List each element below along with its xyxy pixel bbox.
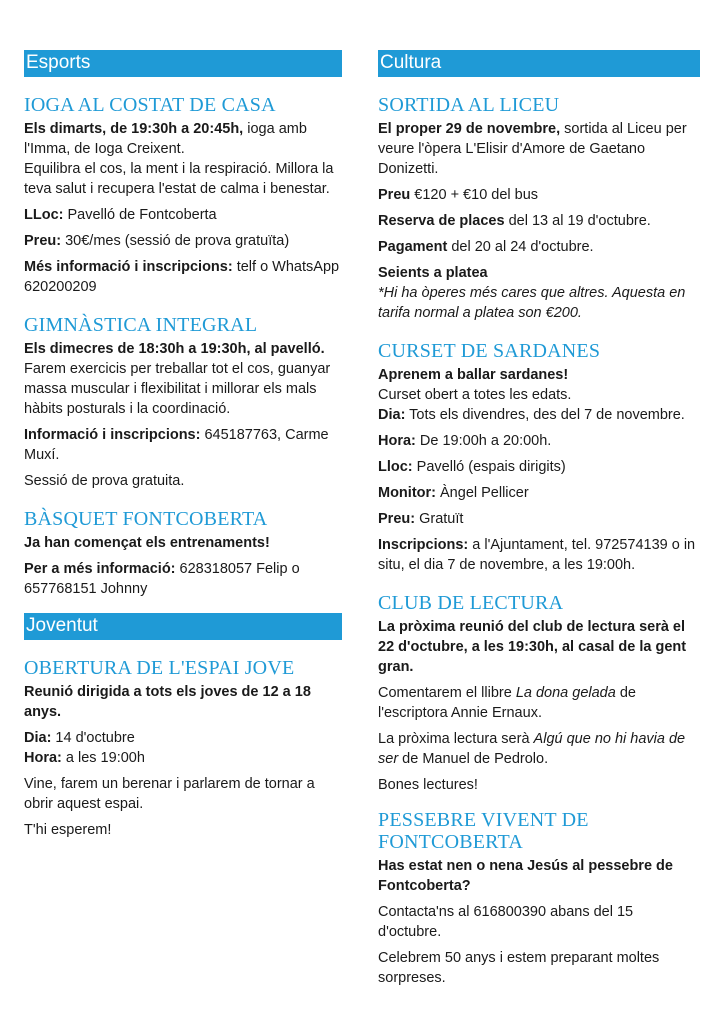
ioga-when-bold: Els dimarts, de 19:30h a 20:45h,	[24, 121, 244, 137]
liceu-seients: Seients a platea	[378, 265, 488, 281]
pessebre-contacta: Contacta'ns al 616800390 abans del 15 d'octubre.	[378, 904, 634, 940]
liceu-reserva-value: del 13 al 19 d'octubre.	[504, 213, 651, 229]
sardanes-dia	[378, 405, 700, 425]
ioga-info-value: telf o WhatsApp 620200209	[24, 259, 340, 295]
jove-hora	[24, 748, 342, 768]
sardanes-inscripcions-value: a l'Ajuntament, tel. 972574139 o in situ, el dia 7 de novembre, a les 19:00h.	[378, 537, 696, 573]
basquet-info-label: Per a més informació:	[24, 561, 176, 577]
sardanes-hora-label: Hora:	[378, 433, 416, 449]
liceu-when	[378, 119, 700, 179]
jove-dia-value: 14 d'octubre	[51, 730, 135, 746]
lectura-com-b: de l'escriptora Annie Ernaux.	[378, 685, 636, 721]
ioga-desc: Equilibra el cos, la ment i la respiració. Millora la teva salut i recupera l'estat de calma i benestar.	[24, 161, 334, 197]
heading-sardanes: CURSET DE SARDANES	[378, 340, 601, 362]
basquet-info	[24, 559, 342, 599]
gim-info-value: 645187763, Carme Muxí.	[24, 427, 329, 463]
section-bar-esports: Esports	[24, 50, 342, 77]
liceu-preu-label: Preu	[378, 187, 411, 203]
jove-hora-label: Hora:	[24, 750, 62, 766]
ioga-lloc-label: LLoc:	[24, 207, 64, 223]
sardanes-inscripcions	[378, 535, 700, 575]
liceu-reserva-label: Reserva de places	[378, 213, 505, 229]
jove-desc: Vine, farem un berenar i parlarem de tornar a obrir aquest espai.	[24, 776, 315, 812]
heading-gimnastica: GIMNÀSTICA INTEGRAL	[24, 314, 258, 336]
ioga-lloc	[24, 205, 342, 225]
lectura-prox-b: de Manuel de Pedrolo.	[398, 751, 549, 767]
liceu-when-text: sortida al Liceu per veure l'òpera L'Elisir d'Amore de Gaetano Donizetti.	[378, 121, 687, 177]
gim-sessio: Sessió de prova gratuita.	[24, 473, 185, 489]
sardanes-monitor-value: Àngel Pellicer	[435, 485, 529, 501]
sardanes-lloc-label: Lloc:	[378, 459, 413, 475]
ioga-when	[24, 119, 342, 159]
lectura-line1: La pròxima reunió del club de lectura serà el 22 d'octubre, a les 19:30h, al casal de la gent gran.	[378, 619, 687, 675]
heading-basquet: BÀSQUET FONTCOBERTA	[24, 508, 268, 530]
ioga-info	[24, 257, 342, 297]
sardanes-line1: Aprenem a ballar sardanes!	[378, 367, 569, 383]
lectura-com-a: Comentarem el llibre	[378, 685, 516, 701]
jove-hora-value: a les 19:00h	[61, 750, 145, 766]
ioga-when-text: ioga amb l'Imma, de Ioga Creixent.	[24, 121, 307, 157]
left-column	[24, 50, 342, 846]
sardanes-monitor	[378, 483, 700, 503]
pessebre-celebrem: Celebrem 50 anys i estem preparant moltes sorpreses.	[378, 950, 660, 986]
jove-bye: T'hi esperem!	[24, 822, 112, 838]
ioga-preu-label: Preu:	[24, 233, 62, 249]
section-bar-cultura: Cultura	[378, 50, 700, 77]
liceu-when-bold: El proper 29 de novembre,	[378, 121, 561, 137]
sardanes-inscripcions-label: Inscripcions:	[378, 537, 469, 553]
pessebre-line1: Has estat nen o nena Jesús al pessebre de Fontcoberta?	[378, 858, 673, 894]
liceu-nota: *Hi ha òperes més cares que altres. Aquesta en tarifa normal a platea son €200.	[378, 285, 686, 321]
liceu-reserva	[378, 211, 700, 231]
heading-ioga: IOGA AL COSTAT DE CASA	[24, 94, 276, 116]
gim-when: Els dimecres de 18:30h a 19:30h, al pavelló.	[24, 341, 325, 357]
heading-espai-jove: OBERTURA DE L'ESPAI JOVE	[24, 657, 295, 679]
liceu-preu-value: €120 + €10 del bus	[410, 187, 539, 203]
sardanes-dia-label: Dia:	[378, 407, 406, 423]
basquet-line1: Ja han començat els entrenaments!	[24, 535, 270, 551]
gim-desc: Farem exercicis per treballar tot el cos, guanyar massa muscular i flexibilitat i millorar els mals hàbits posturals i la coordinació.	[24, 361, 331, 417]
gim-info	[24, 425, 342, 465]
liceu-pagament-value: del 20 al 24 d'octubre.	[447, 239, 594, 255]
sardanes-lloc	[378, 457, 700, 477]
lectura-proxima	[378, 729, 700, 769]
heading-liceu: SORTIDA AL LICEU	[378, 94, 560, 116]
sardanes-line2: Curset obert a totes les edats.	[378, 387, 572, 403]
jove-line1: Reunió dirigida a tots els joves de 12 a 18 anys.	[24, 684, 311, 720]
heading-pessebre: PESSEBRE VIVENT DE FONTCOBERTA	[378, 809, 589, 853]
jove-dia	[24, 728, 342, 748]
sardanes-lloc-value: Pavelló (espais dirigits)	[412, 459, 566, 475]
sardanes-preu-value: Gratuït	[415, 511, 464, 527]
liceu-pagament	[378, 237, 700, 257]
liceu-pagament-label: Pagament	[378, 239, 448, 255]
lectura-prox-title: Algú que no hi havia de ser	[378, 731, 686, 767]
lectura-com-title: La dona gelada	[515, 685, 616, 701]
jove-dia-label: Dia:	[24, 730, 52, 746]
basquet-info-value: 628318057 Felip o 657768151 Johnny	[24, 561, 300, 597]
right-column	[378, 50, 700, 994]
ioga-info-label: Més informació i inscripcions:	[24, 259, 233, 275]
ioga-preu-value: 30€/mes (sessió de prova gratuïta)	[61, 233, 290, 249]
sardanes-hora-value: De 19:00h a 20:00h.	[415, 433, 552, 449]
lectura-comentarem	[378, 683, 700, 723]
lectura-bones: Bones lectures!	[378, 777, 478, 793]
heading-club-lectura: CLUB DE LECTURA	[378, 592, 564, 614]
sardanes-monitor-label: Monitor:	[378, 485, 436, 501]
sardanes-preu	[378, 509, 700, 529]
sardanes-dia-value: Tots els divendres, des del 7 de novembre.	[405, 407, 685, 423]
lectura-prox-a: La pròxima lectura serà	[378, 731, 534, 747]
ioga-preu	[24, 231, 342, 251]
sardanes-preu-label: Preu:	[378, 511, 416, 527]
ioga-lloc-value: Pavelló de Fontcoberta	[63, 207, 217, 223]
sardanes-hora	[378, 431, 700, 451]
gim-info-label: Informació i inscripcions:	[24, 427, 201, 443]
section-bar-joventut: Joventut	[24, 613, 342, 640]
liceu-preu	[378, 185, 700, 205]
